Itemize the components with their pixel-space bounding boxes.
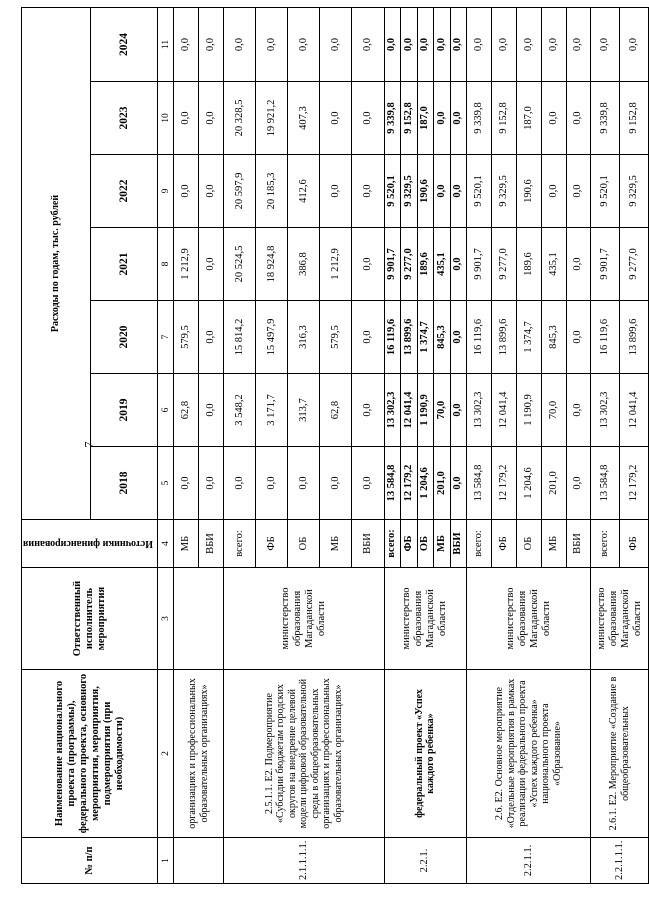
column-number: 6 — [158, 374, 174, 447]
expense-value: 0,0 — [199, 82, 224, 155]
expense-value: 0,0 — [492, 8, 517, 82]
expenses-table — [21, 7, 649, 884]
column-number: 5 — [158, 447, 174, 520]
expense-value: 1 374,7 — [516, 301, 541, 374]
expense-value: 3 171,7 — [256, 374, 288, 447]
expense-value: 0,0 — [352, 301, 384, 374]
expense-value: 0,0 — [174, 82, 199, 155]
expense-value: 12 179,2 — [620, 447, 649, 520]
expense-value: 16 119,6 — [384, 301, 401, 374]
expense-value: 0,0 — [566, 447, 591, 520]
expense-value: 0,0 — [174, 8, 199, 82]
expense-value: 12 179,2 — [401, 447, 418, 520]
column-number: 2 — [158, 670, 174, 838]
expense-value: 0,0 — [450, 155, 467, 228]
expense-value: 0,0 — [401, 8, 418, 82]
expense-value: 0,0 — [566, 301, 591, 374]
activity-name: организациях и профессиональных образовательных организациях» — [174, 670, 224, 838]
expense-value: 0,0 — [288, 447, 320, 520]
expense-value: 70,0 — [434, 374, 451, 447]
expense-value: 9 339,8 — [384, 82, 401, 155]
expense-value: 0,0 — [199, 155, 224, 228]
expense-value: 19 921,2 — [256, 82, 288, 155]
column-number: 9 — [158, 155, 174, 228]
expense-value: 0,0 — [450, 447, 467, 520]
expense-value: 0,0 — [352, 82, 384, 155]
expense-value: 189,6 — [516, 228, 541, 301]
column-number: 8 — [158, 228, 174, 301]
expense-value: 13 899,6 — [620, 301, 649, 374]
budget-table-sheet — [21, 8, 643, 884]
expense-value: 12 179,2 — [492, 447, 517, 520]
expense-value: 9 277,0 — [620, 228, 649, 301]
expense-value: 0,0 — [320, 447, 352, 520]
expense-value: 0,0 — [467, 8, 492, 82]
expense-value: 1 190,9 — [516, 374, 541, 447]
expense-value: 201,0 — [434, 447, 451, 520]
expense-value: 70,0 — [541, 374, 566, 447]
expense-value: 0,0 — [384, 8, 401, 82]
responsible-executor: министерство образования Магаданской области — [224, 568, 384, 670]
expense-value: 62,8 — [174, 374, 199, 447]
expense-value: 407,3 — [288, 82, 320, 155]
header-name: Наименование национального проекта (программы), федерального проекта, основного мероприятия, мероприятия, подмероприятия (при необходимости) — [22, 670, 158, 838]
expense-value: 12 041,4 — [401, 374, 418, 447]
expense-value: 9 901,7 — [591, 228, 620, 301]
header-expenses: Расходы по годам, тыс. рублей — [22, 8, 91, 520]
expense-value: 201,0 — [541, 447, 566, 520]
expense-value: 0,0 — [199, 8, 224, 82]
expense-value: 13 899,6 — [401, 301, 418, 374]
expense-value: 845,3 — [434, 301, 451, 374]
expense-value: 13 584,8 — [384, 447, 401, 520]
header-num: № п/п — [22, 838, 158, 884]
expense-value: 12 041,4 — [492, 374, 517, 447]
funding-source: всего: — [384, 520, 401, 568]
expense-value: 0,0 — [450, 8, 467, 82]
expense-value: 190,6 — [516, 155, 541, 228]
expense-value: 9 901,7 — [467, 228, 492, 301]
funding-source: МБ — [320, 520, 352, 568]
expense-value: 435,1 — [541, 228, 566, 301]
expense-value: 0,0 — [288, 8, 320, 82]
expense-value: 3 548,2 — [224, 374, 256, 447]
expense-value: 9 329,5 — [492, 155, 517, 228]
header-year: 2021 — [91, 228, 158, 301]
table-row — [591, 8, 620, 884]
header-year: 2019 — [91, 374, 158, 447]
expense-value: 0,0 — [352, 374, 384, 447]
expense-value: 0,0 — [256, 447, 288, 520]
expense-value: 9 520,1 — [384, 155, 401, 228]
table-row — [384, 8, 401, 884]
expense-value: 9 329,5 — [401, 155, 418, 228]
activity-name: 2.6.1. Е2. Мероприятие «Создание в общеобразовательных — [591, 670, 649, 838]
expense-value: 0,0 — [566, 8, 591, 82]
column-number: 10 — [158, 82, 174, 155]
expense-value: 0,0 — [434, 155, 451, 228]
expense-value: 9 277,0 — [401, 228, 418, 301]
expense-value: 0,0 — [566, 82, 591, 155]
header-year: 2018 — [91, 447, 158, 520]
expense-value: 13 302,3 — [467, 374, 492, 447]
responsible-executor — [174, 568, 224, 670]
expense-value: 9 277,0 — [492, 228, 517, 301]
table-row — [467, 8, 492, 884]
header-year: 2024 — [91, 8, 158, 82]
responsible-executor: министерство образования Магаданской области — [384, 568, 467, 670]
column-number: 4 — [158, 520, 174, 568]
column-number: 1 — [158, 838, 174, 884]
row-number: 2.2.1. — [384, 838, 467, 884]
expense-value: 0,0 — [224, 447, 256, 520]
funding-source: ОБ — [288, 520, 320, 568]
funding-source: ВБИ — [566, 520, 591, 568]
expense-value: 16 119,6 — [591, 301, 620, 374]
expense-value: 15 814,2 — [224, 301, 256, 374]
expense-value: 20 185,3 — [256, 155, 288, 228]
expense-value: 0,0 — [352, 155, 384, 228]
funding-source: ФБ — [492, 520, 517, 568]
expense-value: 1 212,9 — [174, 228, 199, 301]
funding-source: ВБИ — [450, 520, 467, 568]
activity-name: 2.6. Е2. Основное мероприятие «Отдельные мероприятия в рамках реализации федерального проекта «Успех каждого ребенка» национального проекта «Образование» — [467, 670, 591, 838]
column-number: 11 — [158, 8, 174, 82]
header-source — [22, 520, 158, 568]
expense-value: 579,5 — [174, 301, 199, 374]
expense-value: 412,6 — [288, 155, 320, 228]
expense-value: 0,0 — [450, 374, 467, 447]
expense-value: 0,0 — [450, 301, 467, 374]
funding-source: ФБ — [620, 520, 649, 568]
header-year: 2020 — [91, 301, 158, 374]
row-number: 2.1.1.1.1. — [224, 838, 384, 884]
row-number — [174, 838, 224, 884]
expense-value: 316,3 — [288, 301, 320, 374]
expense-value: 0,0 — [256, 8, 288, 82]
expense-value: 9 152,8 — [401, 82, 418, 155]
expense-value: 9 152,8 — [492, 82, 517, 155]
expense-value: 0,0 — [450, 82, 467, 155]
funding-source: всего: — [224, 520, 256, 568]
header-year: 2023 — [91, 82, 158, 155]
funding-source: ОБ — [516, 520, 541, 568]
expense-value: 20 524,5 — [224, 228, 256, 301]
header-year: 2022 — [91, 155, 158, 228]
responsible-executor: министерство образования Магаданской области — [591, 568, 649, 670]
expense-value: 0,0 — [199, 301, 224, 374]
activity-name: 2.5.1.1. Е2. Подмероприятие «Субсидии бюджетам городских округов на внедрение целевой модели цифровой образовательной среды в общеобразовательных организациях и профессиональных образовательных организациях» — [224, 670, 384, 838]
expense-value: 13 302,3 — [591, 374, 620, 447]
expense-value: 0,0 — [352, 447, 384, 520]
funding-source: ФБ — [256, 520, 288, 568]
header-source-text: Источники финансирования — [23, 538, 153, 550]
expense-value: 9 152,8 — [620, 82, 649, 155]
expense-value: 9 901,7 — [384, 228, 401, 301]
expense-value: 0,0 — [541, 155, 566, 228]
expense-value: 0,0 — [199, 447, 224, 520]
expense-value: 189,6 — [417, 228, 434, 301]
column-number: 7 — [158, 301, 174, 374]
expense-value: 0,0 — [352, 228, 384, 301]
expense-value: 0,0 — [566, 228, 591, 301]
row-number: 2.2.1.1. — [467, 838, 591, 884]
responsible-executor: министерство образования Магаданской области — [467, 568, 591, 670]
expense-value: 0,0 — [320, 82, 352, 155]
expense-value: 0,0 — [174, 447, 199, 520]
expense-value: 0,0 — [352, 8, 384, 82]
page-number: 7 — [81, 441, 96, 448]
expense-value: 13 584,8 — [591, 447, 620, 520]
header-responsible: Ответственный исполнитель мероприятия — [22, 568, 158, 670]
funding-source: МБ — [174, 520, 199, 568]
table-body — [174, 8, 649, 884]
expense-value: 845,3 — [541, 301, 566, 374]
expense-value: 0,0 — [566, 155, 591, 228]
expense-value: 15 497,9 — [256, 301, 288, 374]
expense-value: 0,0 — [174, 155, 199, 228]
expense-value: 13 899,6 — [492, 301, 517, 374]
expense-value: 9 520,1 — [467, 155, 492, 228]
expense-value: 13 584,8 — [467, 447, 492, 520]
expense-value: 18 924,8 — [256, 228, 288, 301]
funding-source: ВБИ — [199, 520, 224, 568]
expense-value: 0,0 — [199, 228, 224, 301]
expense-value: 435,1 — [434, 228, 451, 301]
funding-source: МБ — [541, 520, 566, 568]
expense-value: 187,0 — [516, 82, 541, 155]
expense-value: 0,0 — [224, 8, 256, 82]
column-number-row — [158, 8, 174, 884]
funding-source: ОБ — [417, 520, 434, 568]
expense-value: 0,0 — [591, 8, 620, 82]
column-number: 3 — [158, 568, 174, 670]
expense-value: 1 204,6 — [516, 447, 541, 520]
table-row — [224, 8, 256, 884]
expense-value: 0,0 — [199, 374, 224, 447]
expense-value: 9 339,8 — [591, 82, 620, 155]
funding-source: всего: — [591, 520, 620, 568]
expense-value: 313,7 — [288, 374, 320, 447]
expense-value: 0,0 — [566, 374, 591, 447]
expense-value: 1 204,6 — [417, 447, 434, 520]
expense-value: 187,0 — [417, 82, 434, 155]
expense-value: 16 119,6 — [467, 301, 492, 374]
expense-value: 190,6 — [417, 155, 434, 228]
expense-value: 9 520,1 — [591, 155, 620, 228]
funding-source: ФБ — [401, 520, 418, 568]
expense-value: 0,0 — [541, 82, 566, 155]
expense-value: 0,0 — [320, 155, 352, 228]
expense-value: 1 374,7 — [417, 301, 434, 374]
expense-value: 9 329,5 — [620, 155, 649, 228]
expense-value: 13 302,3 — [384, 374, 401, 447]
expense-value: 386,8 — [288, 228, 320, 301]
expense-value: 12 041,4 — [620, 374, 649, 447]
expense-value: 0,0 — [516, 8, 541, 82]
expense-value: 62,8 — [320, 374, 352, 447]
funding-source: всего: — [467, 520, 492, 568]
expense-value: 0,0 — [434, 82, 451, 155]
activity-name: федеральный проект «Успех каждого ребенка» — [384, 670, 467, 838]
row-number: 2.2.1.1.1. — [591, 838, 649, 884]
expense-value: 579,5 — [320, 301, 352, 374]
expense-value: 20 597,9 — [224, 155, 256, 228]
expense-value: 0,0 — [620, 8, 649, 82]
expense-value: 0,0 — [541, 8, 566, 82]
expense-value: 20 328,5 — [224, 82, 256, 155]
expense-value: 1 190,9 — [417, 374, 434, 447]
funding-source: ВБИ — [352, 520, 384, 568]
expense-value: 0,0 — [417, 8, 434, 82]
expense-value: 0,0 — [320, 8, 352, 82]
expense-value: 9 339,8 — [467, 82, 492, 155]
expense-value: 0,0 — [434, 8, 451, 82]
expense-value: 1 212,9 — [320, 228, 352, 301]
expense-value: 0,0 — [450, 228, 467, 301]
table-row — [174, 8, 199, 884]
funding-source: МБ — [434, 520, 451, 568]
